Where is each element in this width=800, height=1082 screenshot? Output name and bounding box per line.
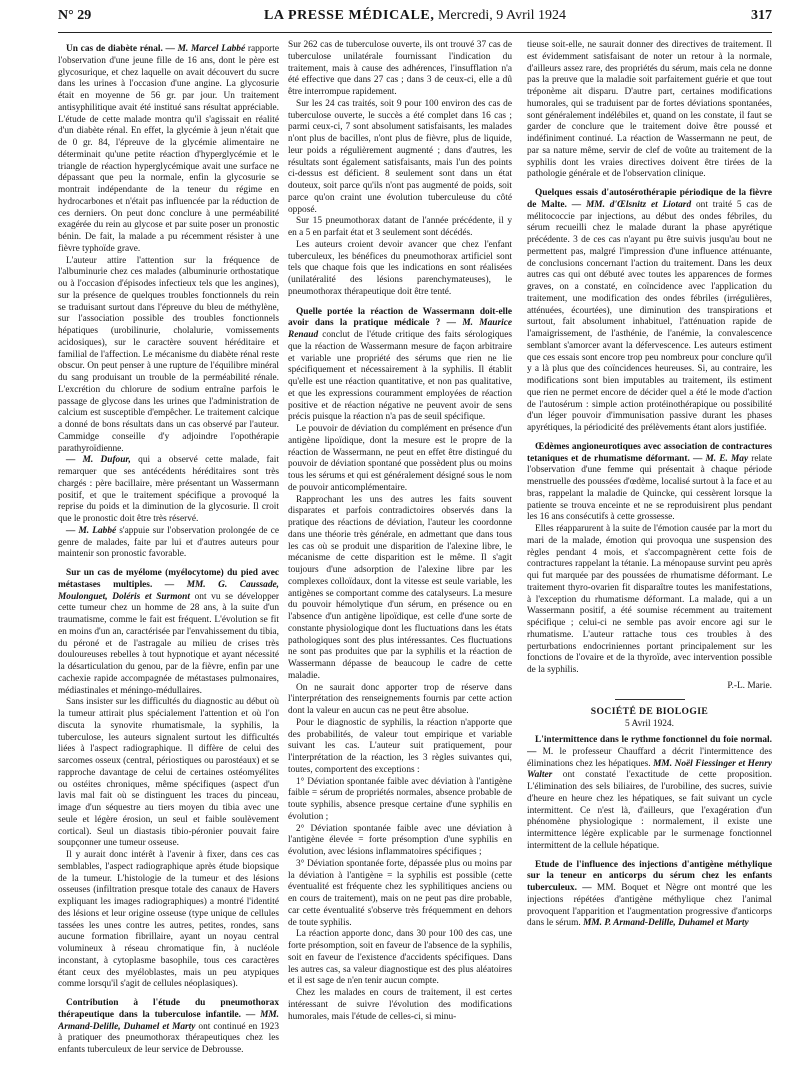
article-author: MM. d'Œlsnitz et Liotard <box>585 199 692 210</box>
article-author: M. E. May <box>705 453 749 464</box>
article-title: Contribution à l'étude du pneumothorax thérapeutique dans la tuberculose infantile. — <box>58 998 279 1020</box>
article-paragraph <box>288 307 512 425</box>
body-text: s'appuie sur l'observation prolongée de ce genre de malades, faite par lui et d'autres auteurs pour maintenir son pronostic favorable. <box>58 525 279 560</box>
article-title: L'intermittence dans le rythme fonctionnel du foie normal. — <box>527 735 772 757</box>
discussant: — M. Labbé <box>66 525 117 536</box>
article-title: Etude de l'influence des injections d'antigène méthylique sur la teneur en anticorps du sérum chez les enfants tuberculeux. — <box>527 859 772 893</box>
signature: P.-L. Marie. <box>727 680 772 691</box>
article-paragraph <box>58 998 279 1057</box>
article-paragraph <box>58 44 279 256</box>
rule-item: 1° Déviation spontanée faible avec déviation à l'antigène faible = sérum de propriétés normales, absence probable de toute syphilis, absence presque certaine d'une syphilis en évolution ; <box>288 776 512 822</box>
section-heading: SOCIÉTÉ DE BIOLOGIE <box>590 705 709 717</box>
body-paragraph: Les auteurs croient devoir avancer que chez l'enfant tuberculeux, les bénéfices du pneumothorax artificiel sont tels que chaque fois que les indications en sont réalisées (unilatéralité des lésions parenchymateuses), le pneumothorax thérapeutique doit être tenté. <box>288 239 512 297</box>
section-date: 5 Avril 1924. <box>625 719 674 730</box>
running-header <box>58 8 772 30</box>
article-title: Un cas de diabète rénal. — <box>66 44 175 54</box>
body-text: ont continué en 1923 à pratiquer des pneumothorax thérapeutiques chez les enfants tuberculeux de leur service de Debrousse. <box>58 1021 279 1055</box>
article-author: MM. Noël Fiessinger et Henry Walter <box>527 758 772 781</box>
article-author: MM. Armand-Delille, Duhamel et Marty <box>58 1009 279 1032</box>
body-paragraph: Le pouvoir de déviation du complément en présence d'un antigène lipoïdique, dont la mesure est le propre de la réaction de Wassermann, ne peut en effet être distingué du pouvoir de déviation spontané que possèdent plus ou moins tous les sérums et qui est généralement désigné sous le nom de pouvoir anticomplémentaire. <box>288 424 512 493</box>
body-paragraph: Il y aurait donc intérêt à l'avenir à fixer, dans ces cas semblables, l'aspect radiographique après étude biopsique de la tumeur. L'histologie de la tumeur et des lésions osseuses (infiltration presque totale des canaux de Havers expliquant les images radiographiques) a montré l'identité des lésions et leur origine osseuse (type unique de cellules tassées les unes contre les autres, petites, rondes, sans aucune formation fibrillaire, ayant un noyau central volumineux à réseau chromatique fin, à nucléole inconstant, à cytoplasme basophile, tous ces caractères étant ceux des myéloblastes, mais un peu atypiques comme lorsqu'il s'agit de cellules néoplasiques). <box>58 850 279 990</box>
body-text: ont vu se développer cette tumeur chez un homme de 28 ans, à la suite d'un traumatisme, comme le fait est fréquent. L'évolution se fit en moins d'un an, caractérisée par l'envahissement du tibia, du péroné et de l'astragale au milieu de crises très douloureuses rebelles à tout hypnotique et ayant nécessité la désarticulation du genou, par de la fièvre, enfin par une cachexie rapide accompagnée de métastases pulmonaires, médiastinales et méningo-médullaires. <box>58 591 279 696</box>
article-paragraph <box>527 442 772 524</box>
body-text: qui a observé cette malade, fait remarquer que ses antécédents héréditaires sont très chargés : père bacillaire, mère présentant un Wassermann positif, et que le traitement spécifique a provoqué la reprise du poids et la diminution de la glycosurie. Il croit que le pronostic doit être très réservé. <box>58 455 279 524</box>
article-paragraph <box>527 860 772 931</box>
body-text: MM. Boquet et Nègre ont montré que les injections répétées d'antigène méthylique chez l'animal provoquent l'apparition et l'augmentation progressive d'anticorps dans le sérum. <box>527 883 772 929</box>
page-number: 317 <box>751 8 772 23</box>
body-text: relate l'observation d'une femme qui présentait à chaque période menstruelle des poussées d'œdème, localisé surtout à la face et au bras, rappelant la maladie de Quincke, qui cessèrent lorsque la patiente se trouva enceinte et ne se reproduisirent plus pendant les 16 ans consécutifs à cette grossesse. <box>527 453 772 523</box>
body-paragraph: Sur 15 pneumothorax datant de l'année précédente, il y en a 5 en parfait état et 3 seulement sont décédés. <box>288 216 512 238</box>
body-text: conclut de l'étude critique des faits sérologiques que la réaction de Wassermann mesure de façon arbitraire et variable une propriété des sérums que rien ne lie spécifiquement et nécessairement à la syphilis. Il établit qu'elle est une réaction quantitative, et non pas qualitative, et que les expressions couramment employées de réaction positive et de réaction négative ne peuvent avoir de sens précis puisque la réaction n'a pas de seuil spécifique. <box>288 330 512 423</box>
section-divider <box>615 699 685 700</box>
article-paragraph <box>58 568 279 697</box>
body-paragraph: L'auteur attire l'attention sur la fréquence de l'albuminurie chez ces malades (albuminurie orthostatique ou à l'occasion d'épisodes infectieux tels que les angines), sur la présence de quelques troubles fonctionnels du rein se traduisant surtout dans l'épreuve du bleu de méthylène, sur l'association possible des troubles fonctionnels hépatiques (urobilinurie, cholalurie, vomissements acidosiques), sur le caractère souvent héréditaire et familial de l'affection. Le mécanisme du diabète rénal reste obscur. On peut penser à une rupture de l'équilibre minéral du sang produisant un trouble de la perméabilité rénale. L'excrétion du chlorure de sodium entraîne parfois le passage de glycose dans les urines que l'administration de calcium est susceptible d'empêcher. Le traitement calcique a donné de bons résultats dans un cas observé par l'auteur. Cammidge conseille d'y adjoindre l'opothérapie parathyroïdienne. <box>58 255 279 454</box>
column-1 <box>58 40 279 1075</box>
issue-number: N° 29 <box>58 8 92 23</box>
body-paragraph: Chez les malades en cours de traitement, il est certes intéressant de suivre l'évolution des modifications humorales, mais l'étude de celles-ci, si minu- <box>288 988 512 1022</box>
body-paragraph: La réaction apporte donc, dans 30 pour 100 des cas, une forte présomption, soit en faveur de l'absence de la syphilis, soit en faveur de l'existence d'accidents spécifiques. Dans les autres cas, sa valeur diagnostique est des plus aléatoires et il est sage de n'en tenir aucun compte. <box>288 929 512 987</box>
article-author: M. Marcel Labbé <box>177 44 246 54</box>
article-title: Sur un cas de myélome (myélocytome) du pied avec métastases multiples. — <box>58 568 279 590</box>
masthead <box>58 8 772 24</box>
article-title: Œdèmes angioneurotiques avec association de contractures tetaniques et de rhumatisme déformant. — <box>527 441 772 464</box>
body-text: M. le professeur Chauffard a décrit l'intermittence des éliminations chez les hépatiques. <box>527 746 772 769</box>
body-text: ont traité 5 cas de mélitococcie par injections, au début des ondes fébriles, du sérum recueilli chez le malade durant la phase apyrétique précédente. 3 de ces cas n'ayant pu être suivis jusqu'au bout ne permettent pas, malgré l'impression d'une influence atténuante, de conclusions concernant l'action du traitement. Dans les deux autres cas qui ont débuté avec toutes les apparences de formes graves, on a constaté, en coïncidence avec l'application du traitement, une modification des ondes fébriles (irrégulières, atténuées, écourtées), une diminution des transpirations et surtout, fait absolument inhabituel, l'atténuation rapide de l'amaigrissement, de l'asthénie, de l'anémie, la convalescence semblant s'amorcer avant la défervescence. Les auteurs estiment que ces essais sont encore trop peu nombreux pour conclure qu'il y a là plus que des coïncidences heureuses. Si, au contraire, les modifications sont bien imputables au traitement, ils estiment que rien ne permet encore de décider quel a été le mode d'action de l'autosérum : simple action protéinothérapique ou possibilité d'un léger pouvoir d'immunisation passive durant les phases apyrétiques, la périodicité des prélèvements étant alors justifiée. <box>527 199 772 433</box>
article-paragraph <box>58 526 279 561</box>
article-title: Quelques essais d'autosérothérapie périodique de la fièvre de Malte. — <box>527 188 772 210</box>
journal-name: LA PRESSE MÉDICALE, <box>263 8 435 23</box>
article-author: MM. G. Caussade, Moulonguet, Doléris et Surmont <box>58 579 279 602</box>
rule-item: 2° Déviation spontanée faible avec une déviation à l'antigène élevée = forte présomption d'une syphilis en évolution, avec lésions inflammatoires spécifiques ; <box>288 823 512 857</box>
article-paragraph <box>58 455 279 526</box>
discussant: — M. Dufour, <box>66 455 131 466</box>
issue-date: Mercredi, 9 Avril 1924 <box>437 8 567 23</box>
article-title: Quelle portée la réaction de Wassermann doit-elle avoir dans la pratique médicale ? — <box>288 306 512 329</box>
rule-item: 3° Déviation spontanée forte, dépassée plus ou moins par la déviation à l'antigène = la syphilis est possible (cette éventualité est fréquente chez les syphilitiques anciens ou en cours de traitement), mais on ne peut pas dire probable, car cette éventualité s'observe très fréquemment en dehors de toute syphilis. <box>288 858 512 928</box>
article-author: MM. P. Armand-Delille, Duhamel et Marty <box>583 918 749 929</box>
body-paragraph: Elles réapparurent à la suite de l'émotion causée par la mort du mari de la malade, émotion qui provoqua une suspension des règles pendant 4 mois, et s'accompagnèrent cette fois de contractures rappelant la tétanie. La ménopause survint peu après qui fut marquée par des poussées de rhumatisme déformant. Le traitement thyro-ovarien fit disparaître toutes les manifestations, à l'exception du rhumatisme déformant. La malade, qui a un Wassermann positif, a été soumise récemment au traitement spécifique ; celui-ci ne semble pas avoir encore agi sur le rhumatisme. L'auteur rattache tous ces troubles à des perturbations endocriniennes portant principalement sur les fonctions de l'ovaire et de la thyroïde, avec intervention possible de la syphilis. <box>527 524 772 675</box>
body-text: rapporte l'observation d'une jeune fille de 16 ans, dont le père est glycosurique, et chez laquelle on avait découvert du sucre dans les urines à l'occasion d'une angine. La glycosurie était en moyenne de 56 gr. par jour. Un traitement antisyphilitique avait été institué sans résultat appréciable. L'étude de cette malade montra qu'il s'agissait en réalité d'un diabète rénal. En effet, la glycémie à jeun n'était que de 0 gr. 84, l'épreuve de la glycémie alimentaire ne déterminait qu'une petite réaction d'hyperglycémie et le triangle de réaction hyperglycémique avait une surface ne dépassant que peu la normale, enfin la glycosurie se montrait indépendante de la teneur du régime en hydrocarbones et n'était pas influencée par la réduction de ces derniers. On peut donc conclure à une perméabilité exagérée du rein au glycose et par suite poser un pronostic bénin. De fait, la malade a pu récemment résister à une fièvre typhoïde grave. <box>58 44 279 254</box>
body-paragraph: On ne saurait donc apporter trop de réserve dans l'interprétation des renseignements fournis par cette action dont la valeur en aucun cas ne peut être absolue. <box>288 682 512 716</box>
body-paragraph: tieuse soit-elle, ne saurait donner des directives de traitement. Il est évidemment satisfaisant de noter un retour à la normale, d'ailleurs assez rare, des propriétés du sérum, mais cela ne donne pas la preuve que la maladie soit parfaitement guérie et que tout tréponème ait disparu. D'autre part, certaines modifications humorales, qui se traduisent par de fortes déviations spontanées, sont généralement indélébiles et, quand on les constate, il faut se garder de conclure que le traitement doive être poussé et indéfiniment continué. La réaction de Wassermann ne peut, de par sa nature même, servir de clef de voûte au traitement de la syphilis dont les vraies directives doivent être tirées de la pathologie générale et de l'observation clinique. <box>527 40 772 180</box>
article-paragraph <box>527 188 772 435</box>
body-paragraph: Sur 262 cas de tuberculose ouverte, ils ont trouvé 37 cas de tuberculose unilatérale fournissant l'indication du traitement, mais à cause des adhérences, l'insufflation n'a été effective que dans 27 cas ; dans 3 de ceux-ci, elle a dû être interrompue rapidement. <box>288 40 512 97</box>
article-paragraph <box>527 735 772 853</box>
body-paragraph: Rapprochant les uns des autres les faits souvent disparates et parfois contradictoires observés dans la pratique des réactions de déviation, l'auteur les coordonne dans une théorie très générale, en admettant que dans tous les cas où se produit une disparition de l'alexine libre, le mécanisme de cette disparition est le même. Il s'agit toujours d'une adsorption de l'alexine libre par les complexes colloïdaux, dont la vitesse est seule variable, les antigènes se comportant comme des catalyseurs. La mesure du pouvoir hémolytique d'un sérum, en présence ou en l'absence d'un antigène lipoïdique, est celle d'une sorte de constante physiologique dont les fluctuations dans les états pathologiques sont des plus intéressantes. Ces fluctuations ne sont pas produites que par la syphilis et la réaction de Wassermann dépasse de beaucoup le cadre de cette maladie. <box>288 494 512 681</box>
column-2 <box>288 40 512 1075</box>
article-author: M. Maurice Renaud <box>288 318 512 340</box>
body-paragraph: Sur les 24 cas traités, soit 9 pour 100 environ des cas de tuberculose ouverte, le succès a été complet dans 16 cas ; parmi ceux-ci, 7 sont absolument satisfaisants, les malades n'ont plus de bacilles, n'ont plus de fièvre, plus de liquide, leur poids a régulièrement augmenté ; dans d'autres, les résultats sont également satisfaisants, mais l'un des points ci-dessus est déficient. 8 seulement sont dans un état douteux, soit parce qu'ils n'ont pas augmenté de poids, soit parce qu'on craint une évolution tuberculeuse du côté opposé. <box>288 98 512 215</box>
column-3 <box>527 40 772 1075</box>
body-paragraph: Sans insister sur les difficultés du diagnostic au début où la tumeur attirait plus spécialement l'attention et où l'on discuta la synovite rhumatismale, la syphilis, la tuberculose, les auteurs signalent surtout les difficultés liées à l'aspect radiographique. Il diffère de celui des sarcomes osseux (central, périostiques ou parostéaux) et se rapproche davantage de celui de certaines ostéomyélites ou ostéites chroniques, même spécifiques (aspect d'un lavis mal fait où se distinguent les traces du pinceau, image d'un séquestre au tiers moyen du tibia avec une seule et légère érosion, un seul et faible soulèvement cortical). Seul un diastasis tibio-péronier pouvait faire soupçonner une tumeur osseuse. <box>58 697 279 849</box>
body-text: ont constaté l'exactitude de cette proposition. L'élimination des sels biliaires, de l'urobiline, des sucres, suivie d'heure en heure chez les hépatiques, se fait suivant un cycle intermittent. Ce n'est là, d'ailleurs, que l'exagération d'un phénomène physiologique : normalement, il existe une intermittence légère explicable par le surmenage fonctionnel intermittent de la cellule hépatique. <box>527 770 772 851</box>
header-rule <box>58 32 772 33</box>
body-paragraph: Pour le diagnostic de syphilis, la réaction n'apporte que des probabilités, de valeur tout empirique et variable suivant les cas. L'auteur suit pratiquement, pour l'interprétation de la réaction, les 3 règles suivantes qui, toutes, comportent des exceptions : <box>288 717 512 775</box>
